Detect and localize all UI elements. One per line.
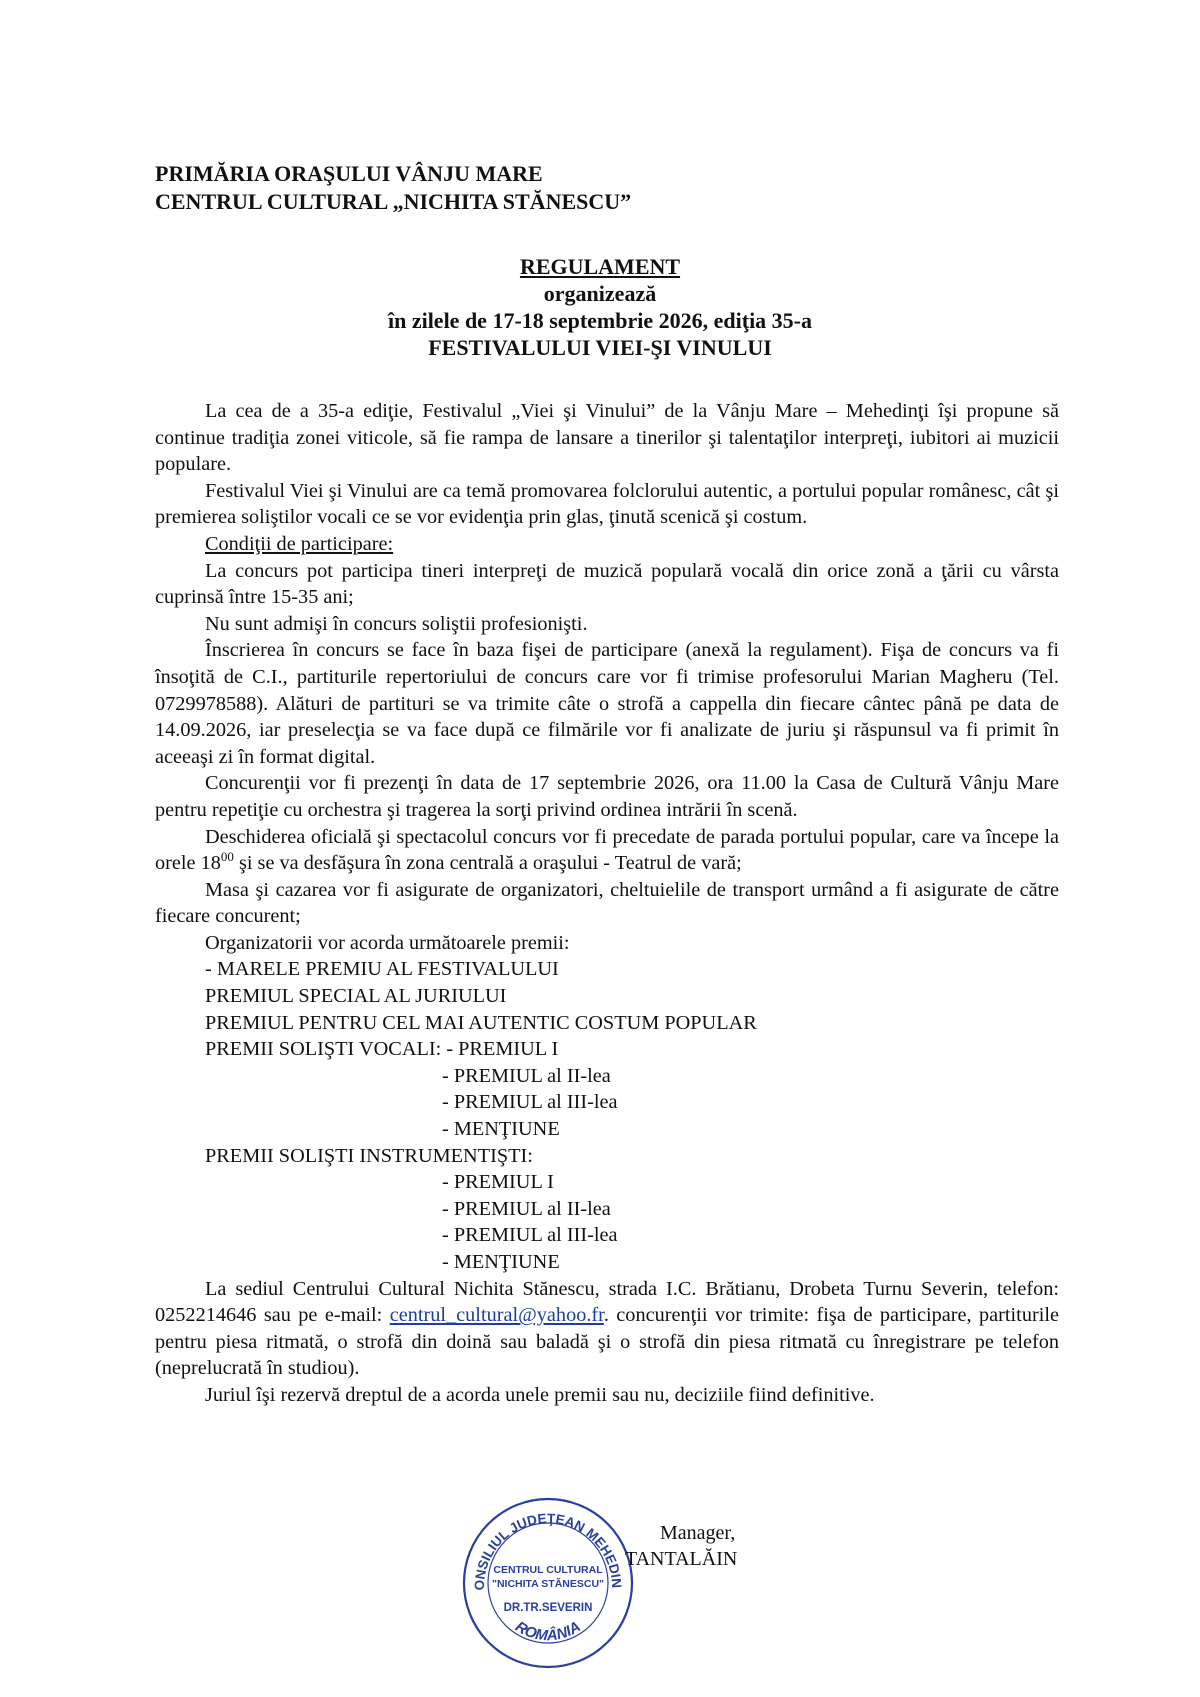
title-dates: în zilele de 17-18 septembrie 2026, ediţia 35-a — [387, 308, 813, 333]
paragraph-intro: La cea de a 35-a ediţie, Festivalul „Viei şi Vinului” de la Vânju Mare – Mehedinţi îşi propune să continue tradiţia zonei viticole, să fie rampa de lansare a tinerilor şi talentaţilor interpreţi, iubitori ai muzicii populare. — [155, 400, 1059, 476]
paragraph-jury: Juriul îşi rezervă dreptul de a acorda unele premii sau nu, deciziile fiind definitive. — [205, 1383, 875, 1406]
paragraph-contact: La sediul Centrului Cultural Nichita Stănescu, strada I.C. Brătianu, Drobeta Turnu Severin, telefon: 0252214646 sau pe e-mail: centrul_cultural@yahoo.fr. concurenţii vor trimite: fişa de participare, partiturile pentru piesa ritmată, o strofă din doină sau baladă şi o strofă din piesa ritmată cu înregistrare pe telefon (neprelucrată în studiou). — [155, 1277, 1059, 1380]
svg-text:ROMÂNIA: ROMÂNIA — [512, 1618, 584, 1645]
paragraph-theme: Festivalul Viei şi Vinului are ca temă promovarea folclorului autentic, a portului popular românesc, cât şi premierea soliştilor vocali ce se vor evidenţia prin glas, ţinută scenică şi costum. — [155, 479, 1059, 529]
svg-text:CENTRUL CULTURAL: CENTRUL CULTURAL — [493, 1564, 603, 1576]
vocal-prize-item: - MENŢIUNE — [442, 1118, 560, 1141]
prize-grand: - MARELE PREMIU AL FESTIVALULUI — [205, 958, 559, 981]
vocal-prizes-label: PREMII SOLIŞTI VOCALI: — [205, 1038, 447, 1061]
document-body — [155, 398, 1059, 1409]
paragraph-opening: Deschiderea oficială şi spectacolul concurs vor fi precedate de parada portului popular, care va începe la orele $18^{00}$ şi se va desfăşura în zona centrală a oraşului - Teatrul de vară; — [155, 825, 1059, 875]
vocal-prizes-row — [155, 1036, 1059, 1063]
conditions-heading: Condiţii de participare: — [205, 532, 394, 555]
email-link[interactable]: centrul_cultural@yahoo.fr — [389, 1304, 604, 1327]
paragraph-age: La concurs pot participa tineri interpreţi de muzică populară vocală din orice zonă a ţării cu vârsta cuprinsă între 15-35 ani; — [155, 559, 1059, 609]
official-stamp — [460, 1495, 636, 1671]
vocal-prize-item: - PREMIUL I — [446, 1038, 559, 1061]
svg-text:"NICHITA STĂNESCU": "NICHITA STĂNESCU" — [491, 1578, 605, 1590]
instrumental-prize-item: - PREMIUL al II-lea — [442, 1197, 611, 1220]
svg-text:DR.TR.SEVERIN: DR.TR.SEVERIN — [503, 1602, 593, 1614]
svg-text:CONSILIUL JUDEŢEAN MEHEDINŢI: ONSILIUL JUDEŢEAN MEHEDIN — [471, 1510, 625, 1591]
header — [155, 160, 631, 216]
paragraph-registration: Înscrierea în concurs se face în baza fişei de participare (anexă la regulament). Fişa de concurs va fi însoţită de C.I., partiturile repertoriului de concurs care vor fi trimise profesorului Marian Magheru (Tel. 0729978588). Alături de partituri se va trimite câte o strofă a cappella din fiecare cântec până pe data de 14.09.2026, iar preselecţia se va face după ce filmările vor fi analizate de juriu şi răspunsul va fi primit în aceeaşi zi în format digital. — [155, 639, 1059, 768]
paragraph-professionals: Nu sunt admişi în concurs soliştii profesionişti. — [205, 612, 588, 635]
header-cultural-center: CENTRUL CULTURAL „NICHITA STĂNESCU” — [155, 189, 632, 214]
signature-role: Manager, — [660, 1522, 736, 1544]
stamp-seal — [460, 1495, 636, 1671]
time-superscript: 00 — [220, 849, 234, 865]
prize-costume: PREMIUL PENTRU CEL MAI AUTENTIC COSTUM POPULAR — [205, 1011, 757, 1034]
paragraph-prizes-intro: Organizatorii vor acorda următoarele premii: — [205, 931, 570, 954]
vocal-prize-item: - PREMIUL al II-lea — [442, 1064, 611, 1087]
instrumental-prizes-label: PREMII SOLIŞTI INSTRUMENTIŞTI: — [205, 1144, 533, 1167]
instrumental-prize-item: - PREMIUL I — [442, 1171, 554, 1194]
prize-jury-special: PREMIUL SPECIAL AL JURIULUI — [205, 985, 507, 1008]
title-festival-name: FESTIVALULUI VIEI-ŞI VINULUI — [428, 335, 772, 360]
header-institution: PRIMĂRIA ORAŞULUI VÂNJU MARE — [155, 161, 543, 186]
instrumental-prize-item: - PREMIUL al III-lea — [442, 1224, 618, 1247]
instrumental-prize-item: - MENŢIUNE — [442, 1251, 560, 1273]
title-block — [0, 253, 1200, 361]
vocal-prize-item: - PREMIUL al III-lea — [442, 1091, 618, 1114]
signature-name: TANTALĂIN — [625, 1548, 738, 1570]
document-title: REGULAMENT — [519, 254, 681, 279]
title-organizes: organizează — [543, 281, 657, 306]
paragraph-presence: Concurenţii vor fi prezenţi în data de 17 septembrie 2026, ora 11.00 la Casa de Cultură Vânju Mare pentru repetiţie cu orchestra şi tragerea la sorţi privind ordinea intrării în scenă. — [155, 772, 1059, 821]
signature-block — [625, 1520, 738, 1572]
paragraph-accommodation: Masa şi cazarea vor fi asigurate de organizatori, cheltuielile de transport urmând a fi asigurate de către fiecare concurent; — [155, 878, 1059, 928]
